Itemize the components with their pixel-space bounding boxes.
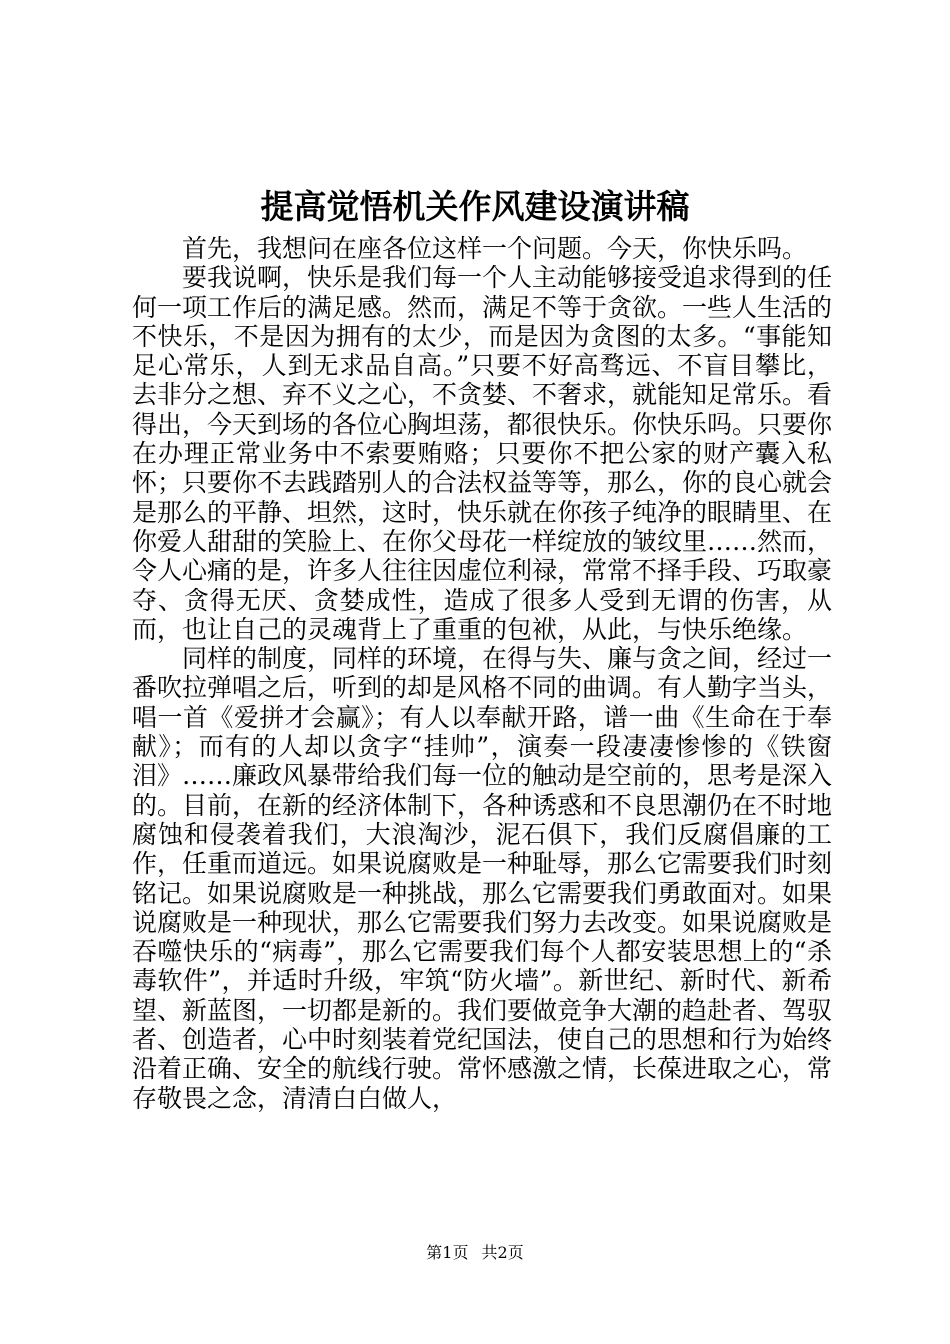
paragraph-3: 同样的制度，同样的环境，在得与失、廉与贪之间，经过一番吹拉弹唱之后，听到的却是风格不同的曲调。有人勤字当头，唱一首《爱拼才会赢》；有人以奉献开路，谱一曲《生命在于奉献》；而有的人却以贪字“挂帅”，演奏一段凄凄惨惨的《铁窗泪》……廉政风暴带给我们每一位的触动是空前的，思考是深入的。目前，在新的经济体制下，各种诱惑和不良思潮仍在不时地腐蚀和侵袭着我们，大浪淘沙，泥石俱下，我们反腐倡廉的工作，任重而道远。如果说腐败是一种耻辱，那么它需要我们时刻铭记。如果说腐败是一种挑战，那么它需要我们勇敢面对。如果说腐败是一种现状，那么它需要我们努力去改变。如果说腐败是吞噬快乐的“病毒”，那么它需要我们每个人都安装思想上的“杀毒软件”，并适时升级，牢筑“防火墙”。新世纪、新时代、新希望、新蓝图，一切都是新的。我们要做竞争大潮的趋赴者、驾驭者、创造者，心中时刻装着党纪国法，使自己的思想和行为始终沿着正确、安全的航线行驶。常怀感激之情，长葆进取之心，常存敬畏之念，清清白白做人， [132,644,833,1113]
document-title: 提高觉悟机关作风建设演讲稿 [260,187,690,226]
paragraph-2: 要我说啊，快乐是我们每一个人主动能够接受追求得到的任何一项工作后的满足感。然而，满足不等于贪欲。一些人生活的不快乐，不是因为拥有的太少，而是因为贪图的太多。“事能知足心常乐，人到无求品自高。”只要不好高骛远、不盲目攀比，去非分之想、弃不义之心，不贪婪、不奢求，就能知足常乐。看得出，今天到场的各位心胸坦荡，都很快乐。你快乐吗。只要你在办理正常业务中不索要贿赂；只要你不把公家的财产囊入私怀；只要你不去践踏别人的合法权益等等，那么，你的良心就会是那么的平静、坦然，这时，快乐就在你孩子纯净的眼睛里、在你爱人甜甜的笑脸上、在你父母花一样绽放的皱纹里……然而，令人心痛的是，许多人往往因虚位利禄，常常不择手段、巧取豪夺、贪得无厌、贪婪成性，造成了很多人受到无谓的伤害，从而，也让自己的灵魂背上了重重的包袱，从此，与快乐绝缘。 [132,263,833,644]
document-body [132,234,832,1113]
current-page-label: 第1页 [426,1243,469,1262]
total-pages-label: 共2页 [481,1243,524,1262]
page-footer [0,1242,950,1264]
paragraph-1: 首先，我想问在座各位这样一个问题。今天，你快乐吗。 [182,234,808,263]
